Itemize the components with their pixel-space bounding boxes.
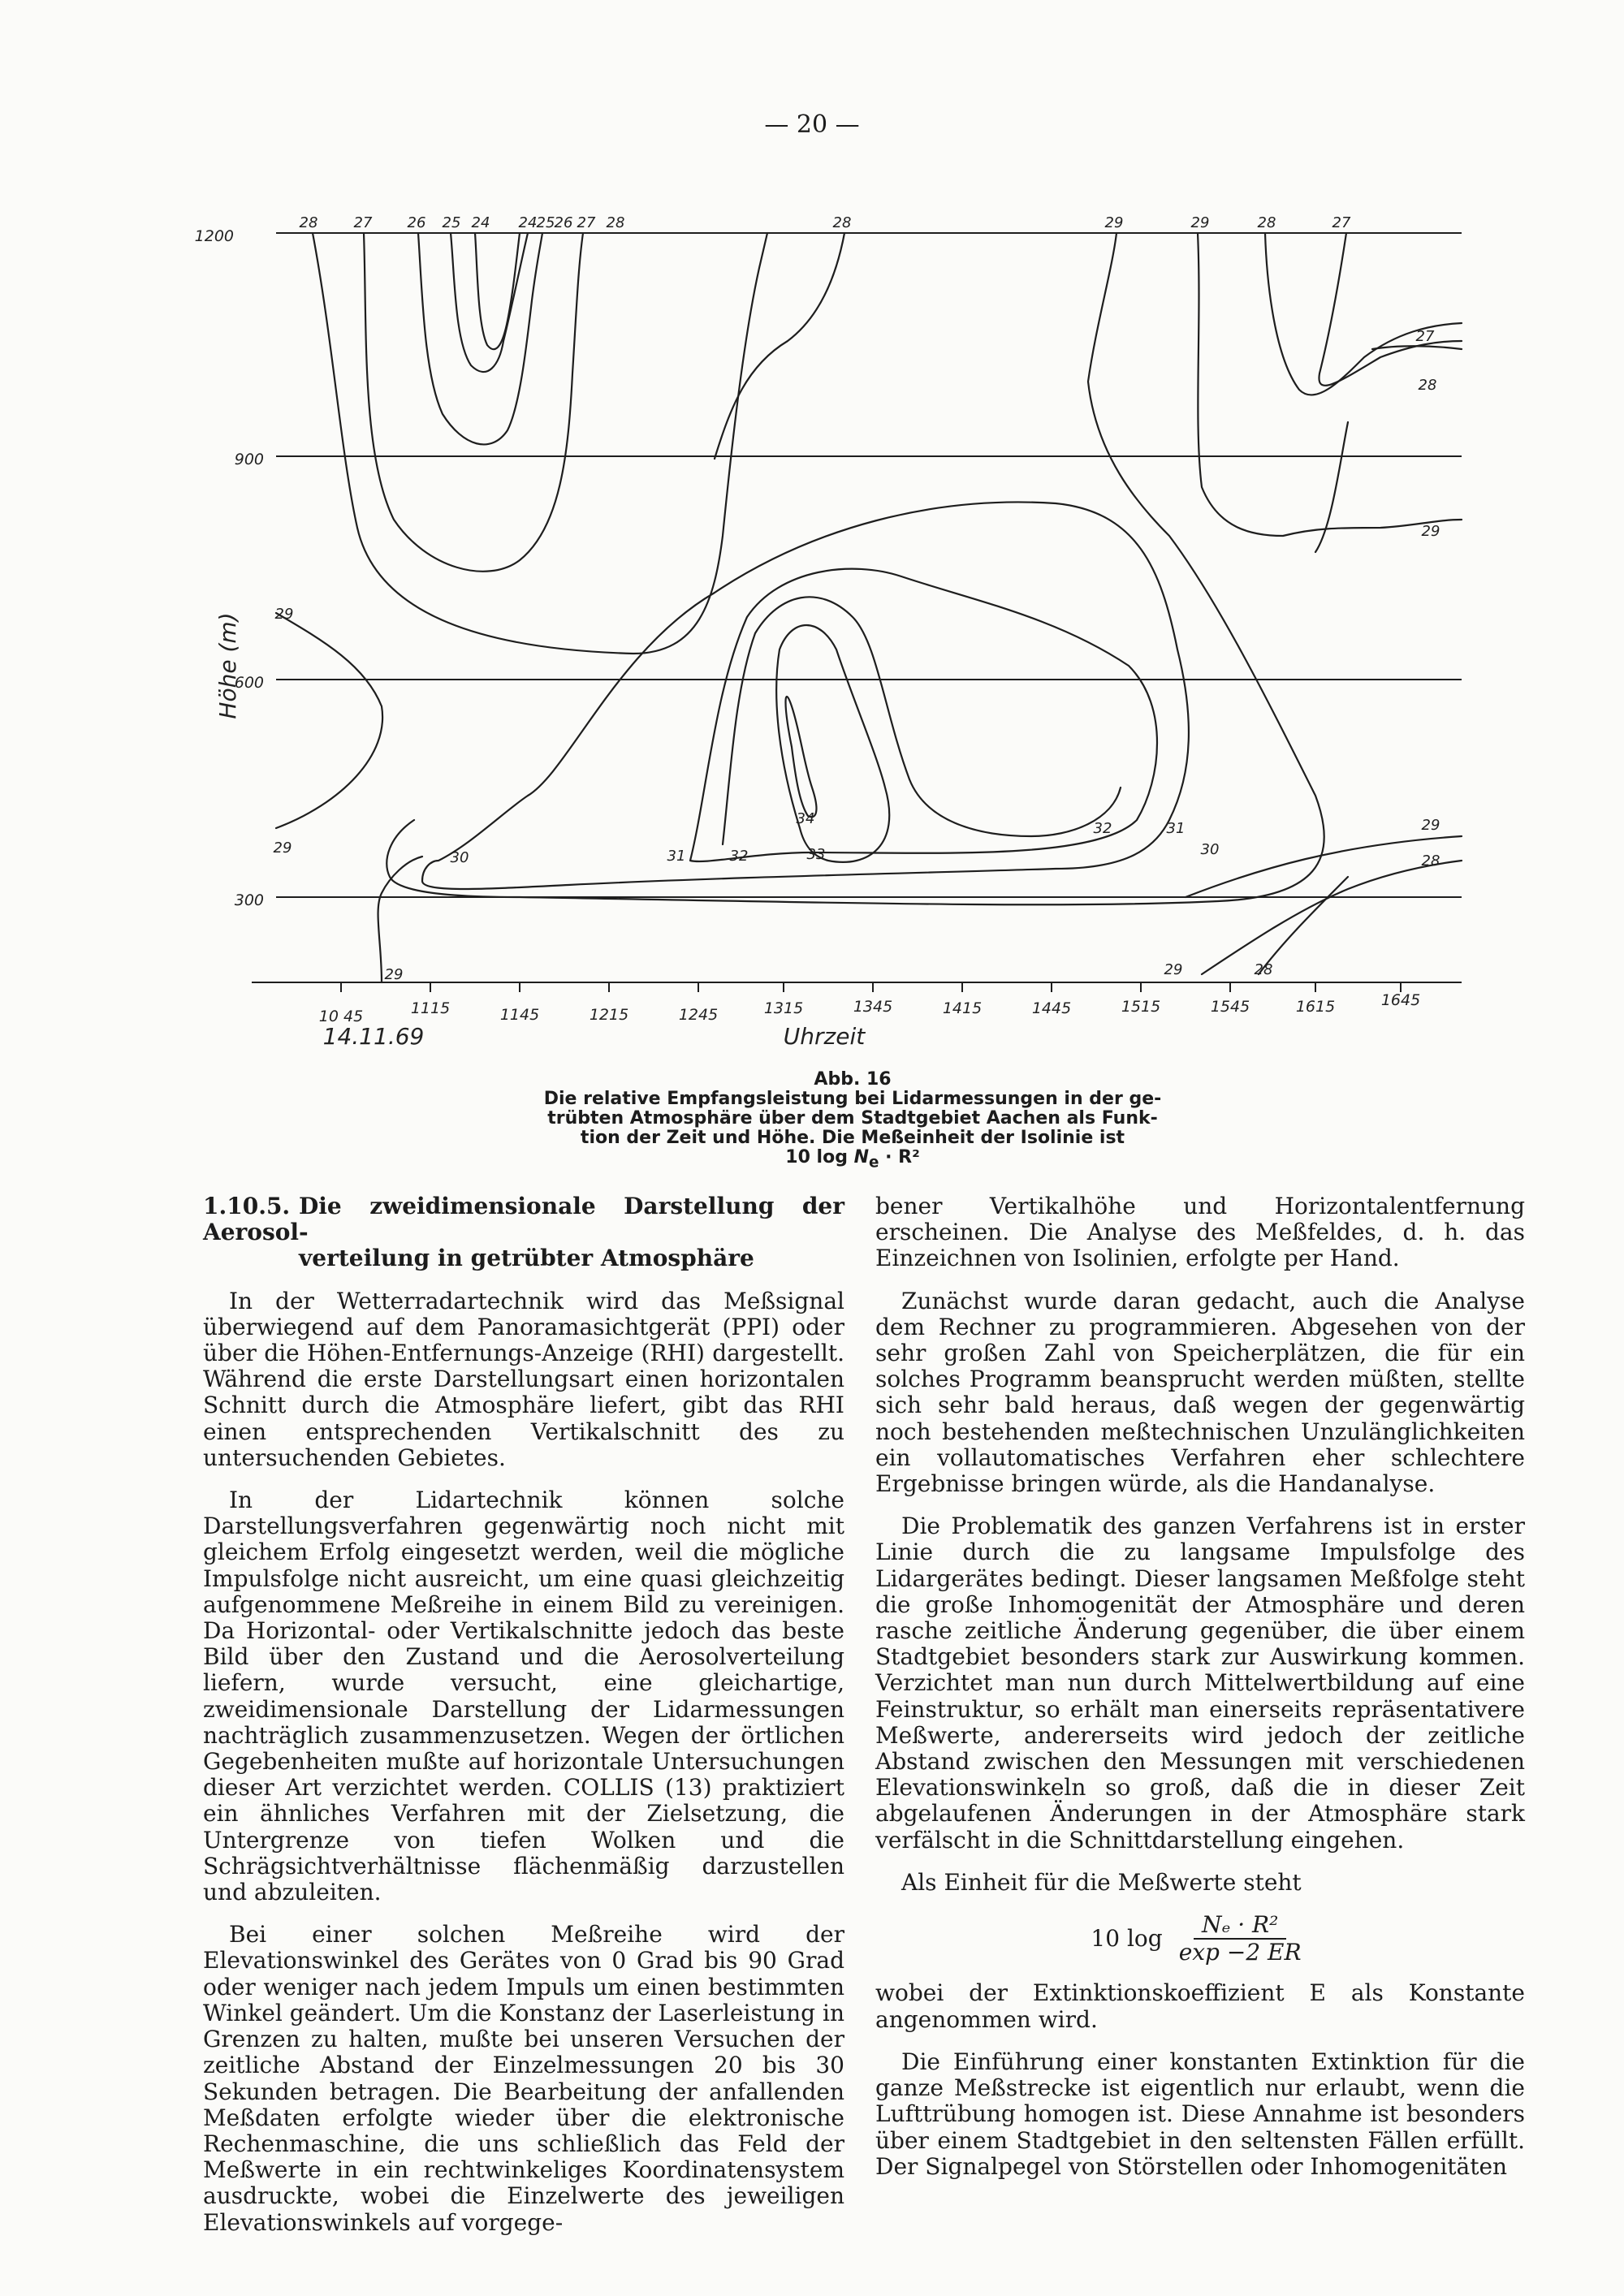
isoline-label: 31 (1166, 820, 1186, 837)
isoline-29-left-bottom (378, 857, 422, 982)
formula-denominator: exp −2 ER (1178, 1939, 1302, 1966)
isoline-label: 25 (536, 214, 555, 231)
x-tick-label: 1245 (678, 1006, 719, 1024)
paragraph: In der Wetterradartechnik wird das Meßsignal überwiegend auf dem Panoramasichtgerät (PPI) oder über die Höhen-Entfernungs-Anzeige (RHI) dargestellt. Während die erste Darstellungsart einen horizontalen Schnitt durch die Atmosphäre liefert, gibt das RHI einen entsprechenden Vertikalschnitt des zu untersuchenden Gebietes. (203, 1287, 844, 1471)
y-axis-label: Höhe (m) (214, 612, 241, 719)
x-tick-label: 1445 (1031, 999, 1072, 1017)
x-axis-label: Uhrzeit (783, 1023, 866, 1050)
paragraph: Die Einführung einer konstanten Extinktion für die ganze Meßstrecke ist eigentlich nur erlaubt, wenn die Lufttrübung homogen ist. Diese Annahme ist besonders über einem Stadtgebiet in den seltensten Fällen erfüllt. Der Signalpegel von Störstellen oder Inhomogenitäten (875, 2048, 1525, 2180)
caption-line: Die relative Empfangsleistung bei Lidarmessungen in der ge- (543, 1089, 1162, 1109)
paragraph: Die Problematik des ganzen Verfahrens ist in erster Linie durch die zu langsame Impulsfolge des Lidargerätes bedingt. Dieser langsamen Meßfolge steht die große Inhomogenität der Atmosphäre und deren rasche zeitliche Änderung gegenüber, die über einem Stadtgebiet besonders stark zur Auswirkung kommen. Verzichtet man nun durch Mittelwertbildung auf eine Feinstruktur, so erhält man einerseits repräsentativere Meßwerte, andererseits wird jedoch der zeitliche Abstand zwischen den Messungen mit verschiedenen Elevationswinkeln so groß, daß die in dieser Zeit abgelaufenen Änderungen in der Atmosphäre stark verfälscht in die Schnittdarstellung eingehen. (875, 1513, 1525, 1854)
isoline-label: 28 (606, 214, 625, 231)
x-tick-label: 1545 (1210, 998, 1250, 1016)
isoline-label: 31 (667, 848, 686, 865)
paragraph: Zunächst wurde daran gedacht, auch die Analyse dem Rechner zu programmieren. Abgesehen von der sehr großen Zahl von Speicherplätzen, die für ein solches Programm beansprucht werden müßten, stellte sich sehr bald heraus, daß wegen der gegenwärtig noch bestehenden meßtechnischen Unzulänglichkeiten ein vollautomatisches Verfahren eher schlechtere Ergebnisse bringen würde, als die Handanalyse. (875, 1287, 1525, 1498)
formula-fraction (1171, 1912, 1310, 1966)
isoline-label: 30 (1200, 841, 1220, 858)
isoline-32 (723, 597, 1121, 844)
isoline-label: 27 (353, 214, 373, 231)
caption-title: Abb. 16 (814, 1069, 892, 1090)
section-title-line1: Die zweidimensionale Darstellung der Aerosol- (203, 1193, 844, 1246)
x-tick-label: 1115 (410, 999, 451, 1017)
isoline-label: 26 (407, 214, 426, 231)
isoline-34 (786, 697, 817, 817)
formula-prefix: 10 log (1091, 1925, 1163, 1953)
isoline-28-left (313, 233, 767, 654)
isoline-24 (475, 233, 520, 349)
isoline-label: 27 (577, 214, 596, 231)
x-tick-label: 1615 (1295, 998, 1336, 1016)
isoline-27-left (364, 233, 583, 572)
formula (875, 1912, 1525, 1966)
isoline-29-right-b (1315, 422, 1348, 552)
isoline-28-bottom-diag (1259, 877, 1348, 974)
isoline-label: 32 (1093, 820, 1112, 837)
isoline-25 (451, 233, 528, 372)
isoline-28-right (1265, 233, 1462, 395)
formula-numerator: Nₑ · R² (1194, 1912, 1286, 1940)
isoline-label: 27 (1415, 328, 1435, 345)
x-tick-label: 1315 (763, 999, 804, 1017)
isoline-label: 24 (471, 214, 490, 231)
isoline-label: 29 (1104, 214, 1124, 231)
isoline-label: 29 (1421, 523, 1440, 540)
isoline-label: 27 (1332, 214, 1351, 231)
y-tick-label-1200: 1200 (194, 227, 234, 245)
x-tick-label: 1415 (942, 999, 983, 1017)
x-tick-label: 1515 (1121, 998, 1161, 1016)
paragraph: wobei der Extinktionskoeffizient E als Konstante angenommen wird. (875, 1979, 1525, 2033)
x-tick-label: 1645 (1380, 991, 1421, 1009)
isoline-label: 24 (518, 214, 538, 231)
isoline-figure (0, 0, 1624, 1072)
paragraph: bener Vertikalhöhe und Horizontalentfernung erscheinen. Die Analyse des Meßfeldes, d. h. das Einzeichnen von Isolinien, erfolgte per Hand. (875, 1193, 1525, 1272)
x-tick-label: 1145 (499, 1006, 540, 1024)
isoline-label: 29 (1421, 817, 1440, 834)
caption-line: trübten Atmosphäre über dem Stadtgebiet Aachen als Funk- (547, 1108, 1158, 1129)
isoline-label: 28 (299, 214, 318, 231)
page-number: — 20 — (764, 110, 860, 139)
y-tick-label-600: 600 (234, 674, 264, 692)
isoline-label: 33 (806, 846, 826, 863)
isoline-26 (418, 233, 542, 444)
isoline-label: 28 (832, 214, 852, 231)
isoline-label: 29 (274, 606, 294, 623)
date-label: 14.11.69 (322, 1023, 425, 1050)
isoline-label: 26 (554, 214, 573, 231)
isoline-label: 28 (1421, 852, 1440, 870)
isoline-label: 29 (273, 839, 292, 857)
isoline-label: 29 (384, 966, 404, 983)
right-column (875, 1193, 1525, 2196)
isoline-label: 28 (1254, 961, 1273, 978)
isoline-27-right-top (1319, 233, 1462, 386)
isoline-label: 29 (1164, 961, 1183, 978)
isoline-30 (422, 502, 1189, 889)
figure-caption (520, 1070, 1186, 1172)
x-tick-label: 10 45 (318, 1008, 364, 1025)
left-column (203, 1193, 844, 2252)
isoline-label: 28 (1418, 377, 1437, 394)
isoline-label: 29 (1190, 214, 1210, 231)
paragraph: Bei einer solchen Meßreihe wird der Elevationswinkel des Gerätes von 0 Grad bis 90 Grad oder weniger nach jedem Impuls um einen bestimmten Winkel geändert. Um die Konstanz der Laserleistung in Grenzen zu halten, mußte bei unseren Versuchen der zeitliche Abstand der Einzelmessungen 20 bis 30 Sekunden betragen. Die Bearbeitung der anfallenden Meßdaten erfolgte wieder über die elektronische Rechenmaschine, die uns schließlich das Feld der Meßwerte in ein rechtwinkeliges Koordinatensystem ausdruckte, wobei die Einzelwerte des jeweiligen Elevationswinkels auf vorgege- (203, 1921, 844, 2236)
section-number: 1.10.5. (203, 1193, 291, 1219)
isoline-label: 34 (796, 810, 815, 827)
isoline-label: 32 (729, 848, 749, 865)
section-heading (203, 1193, 844, 1272)
isoline-27-right-mid (1372, 346, 1462, 349)
section-title-line2: verteilung in getrübter Atmosphäre (299, 1245, 754, 1272)
caption-line: tion der Zeit und Höhe. Die Meßeinheit der Isolinie ist (580, 1128, 1125, 1148)
isoline-label: 30 (450, 849, 469, 866)
isoline-33 (776, 625, 889, 862)
paragraph: Als Einheit für die Meßwerte steht (901, 1868, 1302, 1896)
isoline-label: 28 (1257, 214, 1276, 231)
isoline-label: 25 (442, 214, 461, 231)
y-tick-label-900: 900 (234, 451, 264, 468)
y-tick-label-300: 300 (234, 891, 264, 909)
caption-unit: 10 $\log N_e \cdot R^2$ (785, 1147, 920, 1172)
isoline-29-left (276, 613, 382, 828)
paragraph: In der Lidartechnik können solche Darstellungsverfahren gegenwärtig noch nicht mit gleichem Erfolg eingesetzt werden, weil die mögliche Impulsfolge nicht ausreicht, um eine quasi gleichzeitig aufgenommene Meßreihe in einem Bild zu vereinigen. Da Horizontal- oder Vertikalschnitte jedoch das beste Bild über den Zustand und die Aerosolverteilung liefern, wurde versucht, eine gleichartige, zweidimensionale Darstellung der Lidarmessungen nachträglich zusammenzusetzen. Wegen der örtlichen Gegebenheiten mußte auf horizontale Untersuchungen dieser Art verzichtet werden. COLLIS (13) praktiziert ein ähnliches Verfahren mit der Zielsetzung, die Untergrenze von tiefen Wolken und die Schrägsichtverhältnisse flächenmäßig darzustellen und abzuleiten. (203, 1487, 844, 1906)
x-tick-label: 1215 (589, 1006, 629, 1024)
isoline-31 (690, 569, 1157, 861)
x-tick-label: 1345 (853, 998, 893, 1016)
